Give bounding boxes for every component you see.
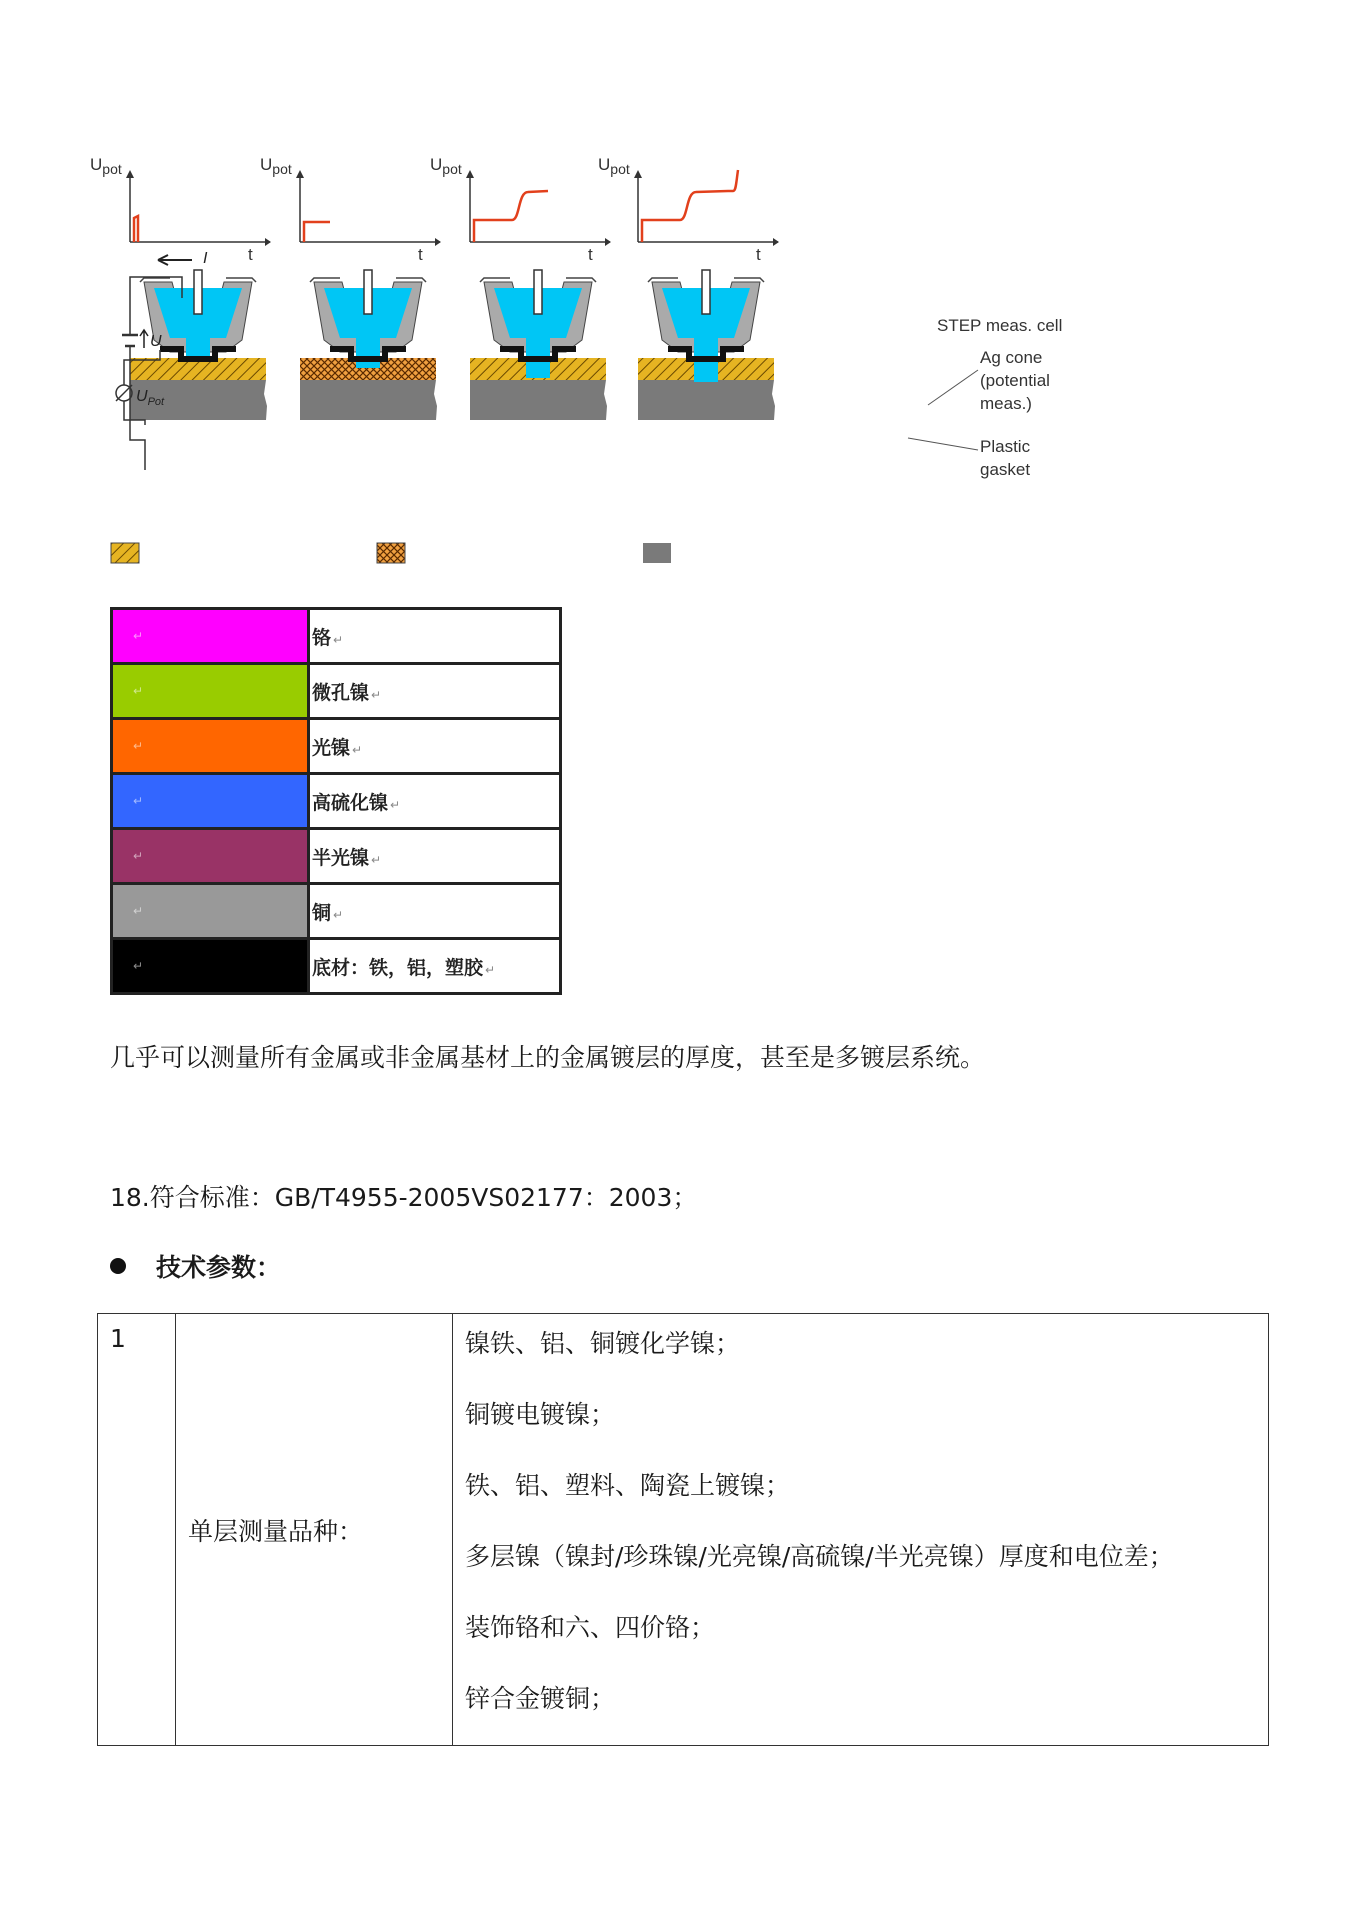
bullet-icon — [110, 1258, 126, 1274]
return-mark: ↵ — [485, 962, 496, 977]
legend-label-text: 光镍 — [312, 736, 351, 759]
spec-table — [97, 1313, 1269, 1746]
axis-x-label: t — [588, 245, 593, 264]
measurement-cell — [300, 270, 437, 420]
return-mark: ↵ — [133, 904, 144, 918]
legend-label — [309, 664, 561, 719]
axis-y-sub: pot — [442, 161, 462, 177]
potential-graph — [598, 155, 779, 264]
return-mark: ↵ — [352, 742, 363, 757]
return-mark: ↵ — [133, 684, 144, 698]
axis-x-label: t — [248, 245, 253, 264]
axis-y-sub: pot — [272, 161, 292, 177]
return-mark: ↵ — [371, 687, 382, 702]
spec-item: 装饰铬和六、四价铬； — [465, 1613, 716, 1642]
swatch-gray — [643, 543, 671, 563]
legend-label — [309, 774, 561, 829]
spec-item: 锌合金镀铜； — [465, 1684, 616, 1713]
legend-swatch — [112, 719, 309, 774]
legend-swatch — [112, 609, 309, 664]
potential-curve — [134, 216, 138, 242]
svg-text:Upot — [90, 155, 122, 177]
layer-legend-table — [110, 607, 562, 995]
step-measurement-figure — [90, 155, 1100, 590]
callout-cone-3: meas.) — [980, 394, 1032, 413]
return-mark: ↵ — [133, 794, 144, 808]
svg-text:Upot — [430, 155, 462, 177]
legend-row — [112, 829, 561, 884]
return-mark: ↵ — [133, 739, 144, 753]
return-mark: ↵ — [371, 852, 382, 867]
legend-row — [112, 609, 561, 664]
axis-y-label: U — [598, 155, 611, 174]
return-mark: ↵ — [133, 959, 144, 973]
row-items — [453, 1314, 1269, 1746]
axis-x-label: t — [756, 245, 761, 264]
axis-y-sub: pot — [610, 161, 630, 177]
potential-curve — [304, 222, 330, 242]
legend-label-text: 铬 — [312, 626, 332, 649]
measurement-cell — [470, 270, 607, 420]
legend-row — [112, 774, 561, 829]
legend-swatch — [112, 774, 309, 829]
return-mark: ↵ — [333, 632, 344, 647]
table-row — [98, 1314, 1269, 1746]
spec-item: 铜镀电镀镍； — [465, 1400, 616, 1429]
axis-y-label: U — [90, 155, 103, 174]
legend-row — [112, 719, 561, 774]
measurement-cell — [638, 270, 775, 420]
legend-swatch — [112, 829, 309, 884]
swatch-hatch-orange — [377, 543, 405, 563]
svg-text:Upot — [598, 155, 630, 177]
legend-row — [112, 664, 561, 719]
row-number: 1 — [98, 1314, 176, 1746]
current-label: I — [203, 250, 208, 267]
section-heading — [110, 1248, 281, 1284]
spec-item: 多层镍（镍封/珍珠镍/光亮镍/高硫镍/半光亮镍）厚度和电位差； — [465, 1542, 1174, 1571]
callout-cone-2: (potential — [980, 371, 1050, 390]
voltage-label: U — [150, 333, 162, 350]
legend-label — [309, 609, 561, 664]
gasket-leader — [908, 438, 978, 450]
legend-swatch — [112, 939, 309, 994]
legend-label — [309, 829, 561, 884]
legend-label — [309, 719, 561, 774]
potential-graph — [430, 155, 611, 264]
callout-cell: STEP meas. cell — [937, 316, 1063, 335]
svg-text:Upot — [260, 155, 292, 177]
potential-graph — [90, 155, 271, 264]
legend-swatch — [112, 664, 309, 719]
axis-y-label: U — [260, 155, 273, 174]
swatch-hatch-yellow — [111, 543, 139, 563]
legend-label-text: 高硫化镍 — [312, 791, 389, 814]
legend-label-text: 微孔镍 — [312, 681, 370, 704]
section-heading-text: 技术参数： — [156, 1253, 282, 1282]
axis-y-sub: pot — [102, 161, 122, 177]
spec-item: 镍铁、铝、铜镀化学镍； — [465, 1329, 741, 1358]
cone-leader — [928, 370, 978, 405]
potential-label: U — [136, 388, 148, 405]
potential-curve — [474, 191, 548, 242]
legend-label-text: 铜 — [312, 901, 332, 924]
voltage-arrow-icon — [140, 330, 148, 348]
spec-item: 铁、铝、塑料、陶瓷上镀镍； — [465, 1471, 791, 1500]
callout-cone-1: Ag cone — [980, 348, 1043, 367]
axis-x-label: t — [418, 245, 423, 264]
return-mark: ↵ — [133, 849, 144, 863]
legend-swatch — [112, 884, 309, 939]
legend-label — [309, 884, 561, 939]
potential-curve — [642, 170, 738, 242]
return-mark: ↵ — [390, 797, 401, 812]
callout-gasket-2: gasket — [980, 460, 1031, 479]
legend-row — [112, 884, 561, 939]
callout-gasket-1: Plastic — [980, 437, 1031, 456]
return-mark: ↵ — [133, 629, 144, 643]
current-arrow-icon — [158, 255, 192, 265]
legend-label-text: 底材：铁，铝，塑胶 — [312, 956, 484, 979]
standard-paragraph: 18.符合标准：GB/T4955-2005VS02177：2003； — [110, 1183, 698, 1212]
measure-paragraph: 几乎可以测量所有金属或非金属基材上的金属镀层的厚度，甚至是多镀层系统。 — [110, 1043, 986, 1072]
potential-sub: Pot — [147, 396, 165, 408]
legend-row — [112, 939, 561, 994]
legend-label-text: 半光镍 — [312, 846, 370, 869]
legend-label — [309, 939, 561, 994]
axis-y-label: U — [430, 155, 443, 174]
return-mark: ↵ — [333, 907, 344, 922]
row-name: 单层测量品种： — [176, 1314, 453, 1746]
potential-graph — [260, 155, 441, 264]
